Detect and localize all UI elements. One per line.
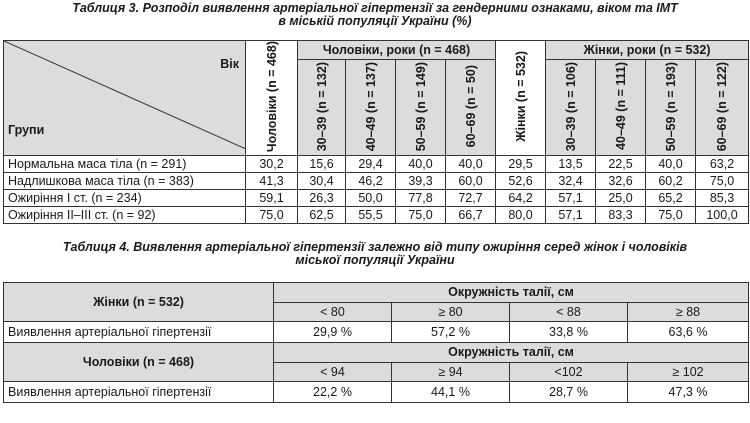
table-cell: 57,1 [546,207,596,224]
men-age-header: 50–59 (n = 149) [396,60,446,156]
corner-age-label: Вік [220,57,239,71]
table-row [4,322,749,343]
table-cell: 60,2 [646,173,696,190]
table4-caption [0,241,750,267]
table-cell: 13,5 [546,156,596,173]
table-cell: 75,0 [646,207,696,224]
table3-caption-line2: в міській популяції України (%) [278,14,472,28]
table-cell: 40,0 [446,156,496,173]
table-cell: 29,4 [346,156,396,173]
threshold-header: < 80 [274,302,392,322]
table-cell: 65,2 [646,190,696,207]
table-cell: 15,6 [298,156,346,173]
corner-groups-label: Групи [8,123,45,138]
waist-header-men: Окружність талії, см [274,343,749,363]
table-cell: 44,1 % [392,382,510,403]
table-cell: 64,2 [496,190,546,207]
table3-caption [0,2,750,28]
table-cell: 63,2 [696,156,749,173]
table-cell: 75,0 [696,173,749,190]
women-group-label: Жінки (n = 532) [4,283,274,322]
women-age-header: 40–49 (n = 111) [596,60,646,156]
table-cell: 62,5 [298,207,346,224]
women-total-header: Жінки (n = 532) [496,41,546,156]
table-cell: 40,0 [646,156,696,173]
table-cell: 22,2 % [274,382,392,403]
threshold-header: ≥ 80 [392,302,510,322]
table-cell: 50,0 [346,190,396,207]
table3-caption-line1: Таблиця 3. Розподіл виявлення артеріальної гіпертензії за гендерними ознаками, віком та ІМТ [72,1,678,15]
row-label: Надлишкова маса тіла (n = 383) [4,173,246,190]
table-cell: 83,3 [596,207,646,224]
table-cell: 46,2 [346,173,396,190]
table-cell: 66,7 [446,207,496,224]
men-age-header: 30–39 (n = 132) [298,60,346,156]
table-row [4,156,749,173]
women-group-header: Жінки, роки (n = 532) [546,41,749,60]
table-cell: 52,6 [496,173,546,190]
table-cell: 57,1 [546,190,596,207]
table4 [3,282,749,403]
men-age-header: 40–49 (n = 137) [346,60,396,156]
table-cell: 30,2 [246,156,298,173]
row-label: Нормальна маса тіла (n = 291) [4,156,246,173]
table-cell: 32,6 [596,173,646,190]
table-cell: 33,8 % [510,322,628,343]
table-cell: 59,1 [246,190,298,207]
women-age-header: 60–69 (n = 122) [696,60,749,156]
table3-corner-cell [4,41,246,156]
table3 [3,40,749,224]
table-row [4,207,749,224]
table-cell: 41,3 [246,173,298,190]
table-cell: 28,7 % [510,382,628,403]
table-cell: 85,3 [696,190,749,207]
women-age-header: 50–59 (n = 193) [646,60,696,156]
table-cell: 40,0 [396,156,446,173]
threshold-header: < 94 [274,362,392,382]
table-cell: 47,3 % [628,382,749,403]
table-row [4,173,749,190]
table-cell: 72,7 [446,190,496,207]
table-cell: 55,5 [346,207,396,224]
table4-caption-line2: міської популяції України [295,253,455,267]
table-cell: 32,4 [546,173,596,190]
table-cell: 100,0 [696,207,749,224]
threshold-header: <102 [510,362,628,382]
table-cell: 30,4 [298,173,346,190]
men-group-header: Чоловіки, роки (n = 468) [298,41,496,60]
table-cell: 29,9 % [274,322,392,343]
threshold-header: ≥ 88 [628,302,749,322]
men-age-header: 60–69 (n = 50) [446,60,496,156]
waist-header-women: Окружність талії, см [274,283,749,303]
table-cell: 75,0 [246,207,298,224]
row-label: Ожиріння ІІ–ІІІ ст. (n = 92) [4,207,246,224]
table-cell: 60,0 [446,173,496,190]
row-label: Виявлення артеріальної гіпертензії [4,382,274,403]
table4-caption-line1: Таблиця 4. Виявлення артеріальної гіпертензії залежно від типу ожиріння серед жінок і чоловіків [62,240,688,254]
table-cell: 39,3 [396,173,446,190]
table-row [4,382,749,403]
table-cell: 63,6 % [628,322,749,343]
threshold-header: ≥ 102 [628,362,749,382]
table-cell: 75,0 [396,207,446,224]
table-row [4,190,749,207]
table-cell: 29,5 [496,156,546,173]
table-cell: 25,0 [596,190,646,207]
women-age-header: 30–39 (n = 106) [546,60,596,156]
men-group-label: Чоловіки (n = 468) [4,343,274,382]
table-cell: 80,0 [496,207,546,224]
table-cell: 26,3 [298,190,346,207]
table-cell: 22,5 [596,156,646,173]
row-label: Ожиріння І ст. (n = 234) [4,190,246,207]
table-cell: 77,8 [396,190,446,207]
threshold-header: ≥ 94 [392,362,510,382]
table-cell: 57,2 % [392,322,510,343]
row-label: Виявлення артеріальної гіпертензії [4,322,274,343]
threshold-header: < 88 [510,302,628,322]
men-total-header: Чоловіки (n = 468) [246,41,298,156]
